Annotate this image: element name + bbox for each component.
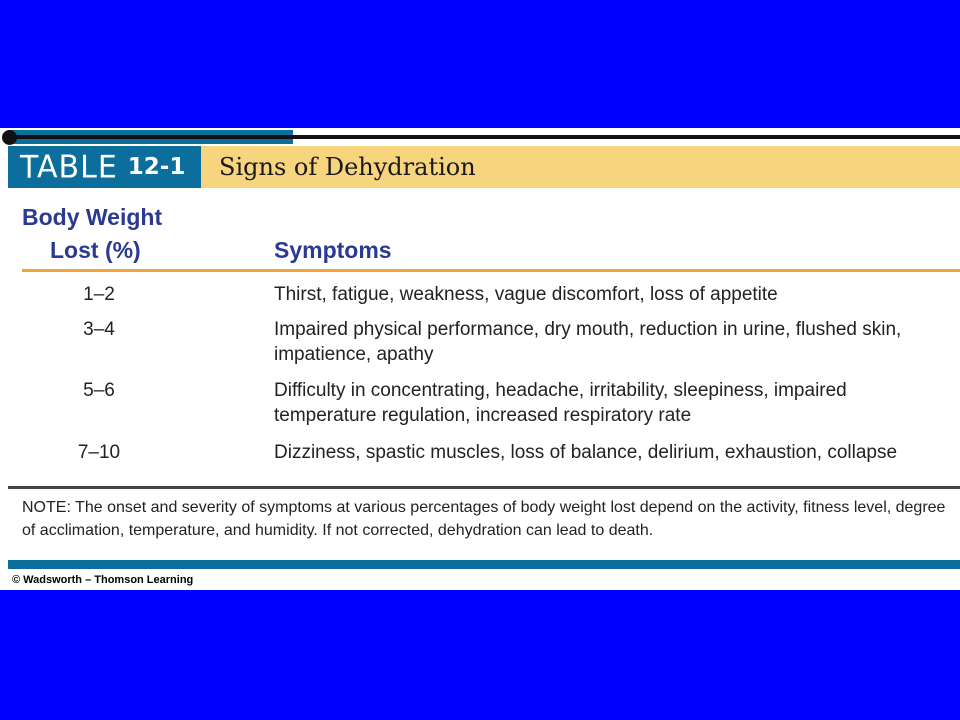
table-note: NOTE: The onset and severity of symptoms at various percentages of body weight lost depend on the activity, fitness level, degree of acclimation, temperature, and humidity. If not corrected, dehydration can lead to death.	[22, 499, 946, 539]
table-title: Signs of Dehydration	[201, 146, 960, 188]
row-weight: 3–4	[83, 319, 115, 340]
row-symptoms: Dizziness, spastic muscles, loss of balance, delirium, exhaustion, collapse	[274, 442, 898, 463]
header-divider-rule	[22, 269, 960, 272]
table-header-bar	[8, 146, 960, 188]
column-header-body-weight	[22, 201, 192, 267]
dehydration-table-card	[0, 128, 960, 590]
top-black-rule	[8, 135, 960, 139]
column-header-weight-line1: Body Weight	[22, 204, 163, 230]
row-symptoms: Thirst, fatigue, weakness, vague discomfort, loss of appetite	[274, 284, 778, 305]
table-bottom-rule	[8, 486, 960, 489]
footer-teal-rule	[8, 560, 960, 569]
column-header-symptoms: Symptoms	[274, 237, 392, 263]
top-rule-dot	[2, 130, 17, 145]
row-weight: 5–6	[83, 380, 115, 401]
column-header-weight-line2: Lost (%)	[50, 237, 141, 263]
row-weight: 1–2	[83, 284, 115, 305]
row-weight: 7–10	[77, 442, 121, 463]
row-symptoms: Difficulty in concentrating, headache, irritability, sleepiness, impaired temperature regulation, increased respiratory rate	[274, 380, 847, 426]
table-label	[8, 146, 201, 188]
table-label-word: TABLE	[20, 148, 118, 186]
table-label-number: 12-1	[127, 154, 186, 180]
row-symptoms: Impaired physical performance, dry mouth, reduction in urine, flushed skin, impatience, apathy	[274, 319, 902, 365]
copyright-text: © Wadsworth – Thomson Learning	[12, 574, 194, 586]
